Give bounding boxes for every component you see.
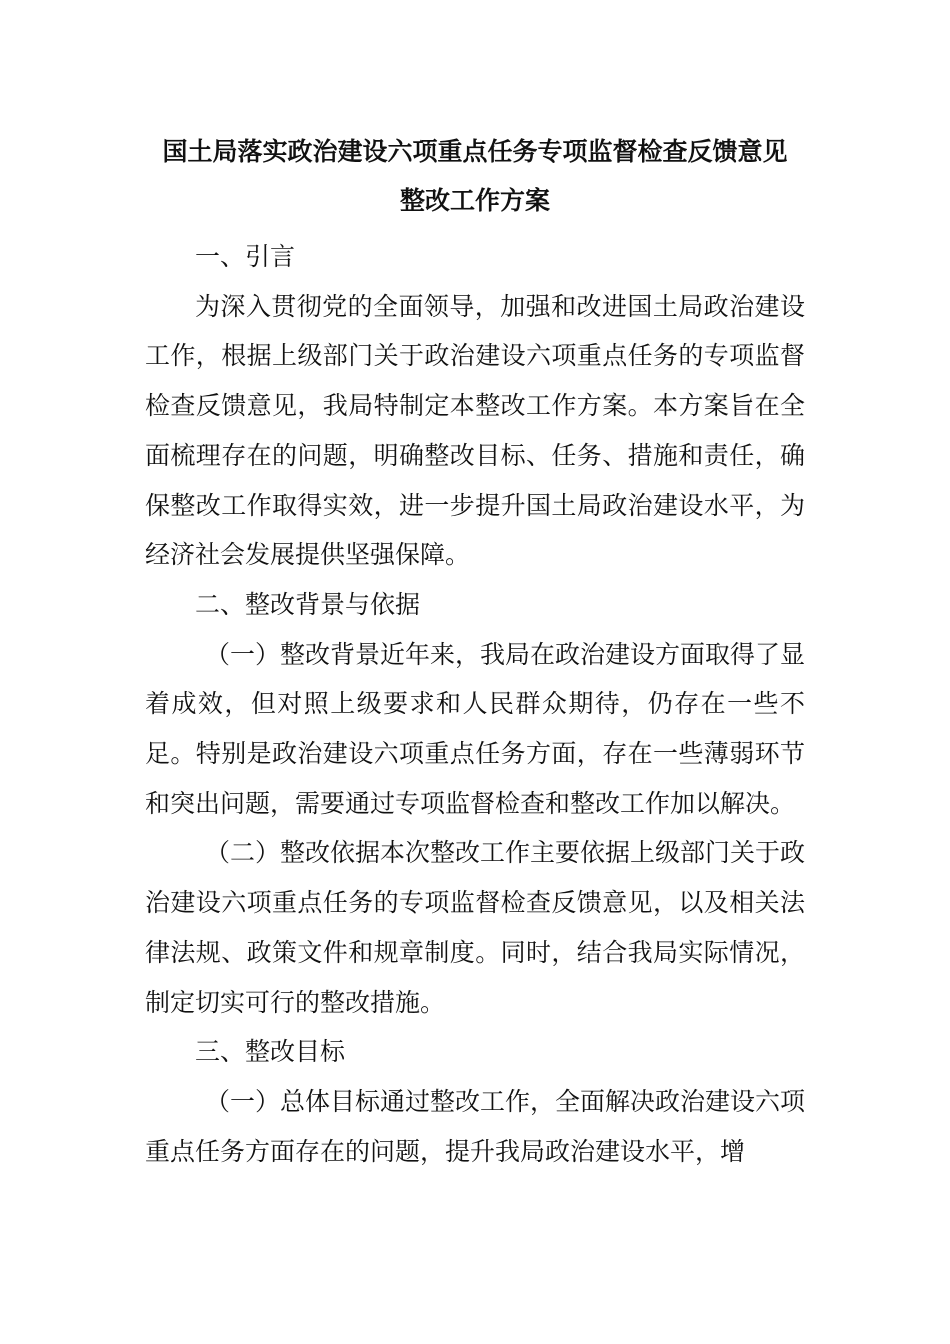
document-body xyxy=(145,232,805,1176)
section-1-paragraph: 为深入贯彻党的全面领导，加强和改进国土局政治建设工作，根据上级部门关于政治建设六项重点任务的专项监督检查反馈意见，我局特制定本整改工作方案。本方案旨在全面梳理存在的问题，明确整改目标、任务、措施和责任，确保整改工作取得实效，进一步提升国土局政治建设水平，为经济社会发展提供坚强保障。 xyxy=(145,291,805,570)
section-3-subsection-1: （一）总体目标通过整改工作，全面解决政治建设六项重点任务方面存在的问题，提升我局政治建设水平，增 xyxy=(145,1086,806,1166)
section-2-subsection-2: （二）整改依据本次整改工作主要依据上级部门关于政治建设六项重点任务的专项监督检查反馈意见，以及相关法律法规、政策文件和规章制度。同时，结合我局实际情况，制定切实可行的整改措施。 xyxy=(145,838,806,1017)
section-2-subsection-1: （一）整改背景近年来，我局在政治建设方面取得了显着成效，但对照上级要求和人民群众期待，仍存在一些不足。特别是政治建设六项重点任务方面，存在一些薄弱环节和突出问题，需要通过专项监督检查和整改工作加以解决。 xyxy=(145,639,806,818)
section-2-heading: 二、整改背景与依据 xyxy=(195,589,421,619)
section-3-heading: 三、整改目标 xyxy=(195,1037,346,1067)
section-1-heading: 一、引言 xyxy=(195,242,296,271)
document-title-line-2: 整改工作方案 xyxy=(399,186,550,215)
document-title-line-1: 国土局落实政治建设六项重点任务专项监督检查反馈意见 xyxy=(162,137,788,166)
